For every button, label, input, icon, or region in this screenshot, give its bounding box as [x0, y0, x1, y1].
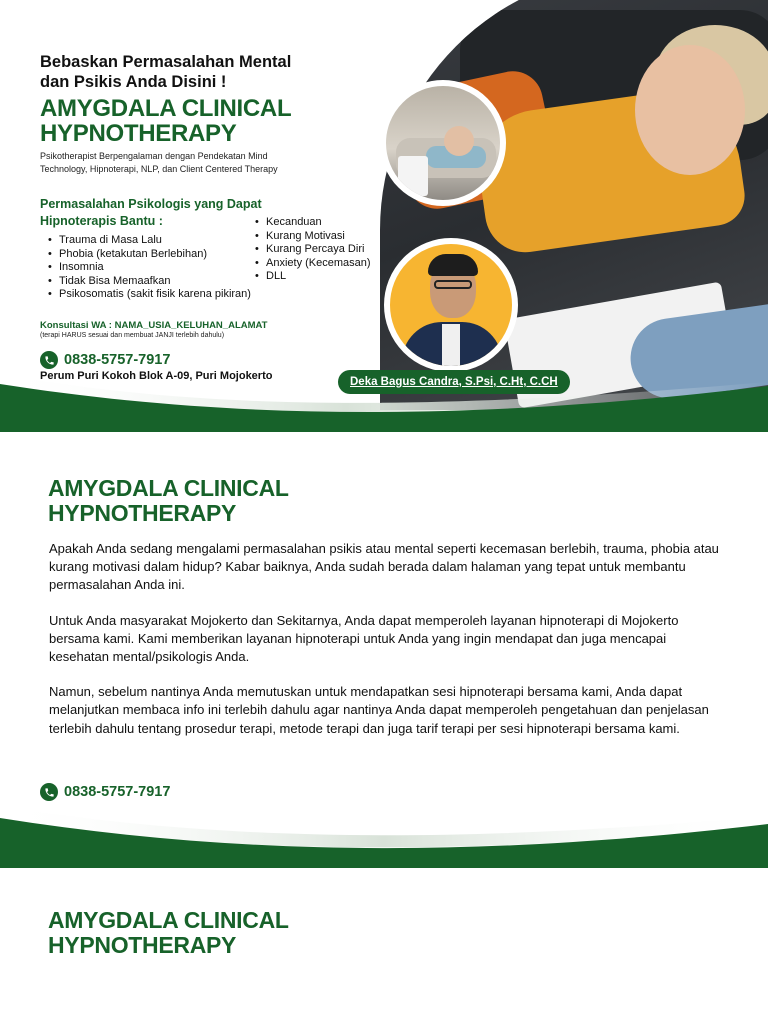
list-item: • Kurang Motivasi	[253, 230, 371, 244]
info-green-wave	[0, 798, 768, 868]
list-item: • Tidak Bisa Memaafkan	[46, 275, 251, 289]
problems-list-left	[46, 234, 251, 302]
consult-label: Konsultasi WA : NAMA_USIA_KELUHAN_ALAMAT	[40, 320, 268, 331]
hero-banner	[0, 0, 768, 432]
list-item: • Anxiety (Kecemasan)	[253, 257, 371, 271]
problems-list-right	[253, 216, 371, 284]
info-paragraph: Apakah Anda sedang mengalami permasalahan psikis atau mental seperti kecemasan berlebih, trauma, phobia atau kurang motivasi dalam hidup? Kabar baiknya, Anda sudah berada dalam halaman yang tepat untuk membantu permasalahan Anda ini.	[49, 541, 719, 593]
phone-number[interactable]: 0838-5757-7917	[64, 784, 171, 800]
next-page-title: AMYGDALA CLINICAL HYPNOTHERAPY	[48, 907, 289, 958]
info-title: AMYGDALA CLINICAL HYPNOTHERAPY	[48, 475, 289, 526]
therapist-portrait	[384, 238, 518, 372]
phone-number[interactable]: 0838-5757-7917	[64, 352, 171, 368]
list-item: • Trauma di Masa Lalu	[46, 234, 251, 248]
list-item: • Psikosomatis (sakit fisik karena pikiran)	[46, 288, 251, 302]
list-item: • Phobia (ketakutan Berlebihan)	[46, 248, 251, 262]
list-item: • Insomnia	[46, 261, 251, 275]
info-body	[49, 540, 725, 755]
banner-green-wave	[0, 360, 768, 432]
therapy-circle-photo	[380, 80, 506, 206]
list-item: • Kurang Percaya Diri	[253, 243, 371, 257]
info-paragraph: Namun, sebelum nantinya Anda memutuskan untuk mendapatkan sesi hipnoterapi bersama kami, Anda dapat melanjutkan membaca info ini terlebih dahulu agar nantinya Anda dapat memperoleh pengetahuan dan penjelasan terlebih dahulu tentang prosedur terapi, metode terapi dan juga tarif terapi per sesi hipnoterapi bersama kami.	[49, 684, 709, 736]
consult-note: (terapi HARUS sesuai dan membuat JANJI terlebih dahulu)	[40, 332, 225, 339]
info-paragraph: Untuk Anda masyarakat Mojokerto dan Sekitarnya, Anda dapat memperoleh layanan hipnoterapi di Mojokerto bersama kami. Kami memberikan layanan hipnoterapi untuk Anda yang ingin mendapat dan juga mencapai kesehatan mental/psikologis Anda.	[49, 612, 679, 665]
banner-subtitle: Psikotherapist Berpengalaman dengan Pendekatan Mind Technology, Hipnoterapi, NLP, dan Client Centered Therapy	[40, 151, 278, 174]
list-item: • DLL	[253, 270, 371, 284]
therapist-name-badge: Deka Bagus Candra, S.Psi, C.Ht, C.CH	[338, 370, 570, 394]
list-item: • Kecanduan	[253, 216, 371, 230]
banner-brand-title: AMYGDALA CLINICAL HYPNOTHERAPY	[40, 95, 292, 147]
next-page-section	[0, 868, 768, 1024]
problems-heading: Permasalahan Psikologis yang Dapat Hipnoterapis Bantu :	[40, 197, 262, 228]
banner-headline: Bebaskan Permasalahan Mental dan Psikis Anda Disini !	[40, 53, 292, 91]
clinic-address: Perum Puri Kokoh Blok A-09, Puri Mojokerto	[40, 370, 273, 382]
info-section	[0, 432, 768, 868]
